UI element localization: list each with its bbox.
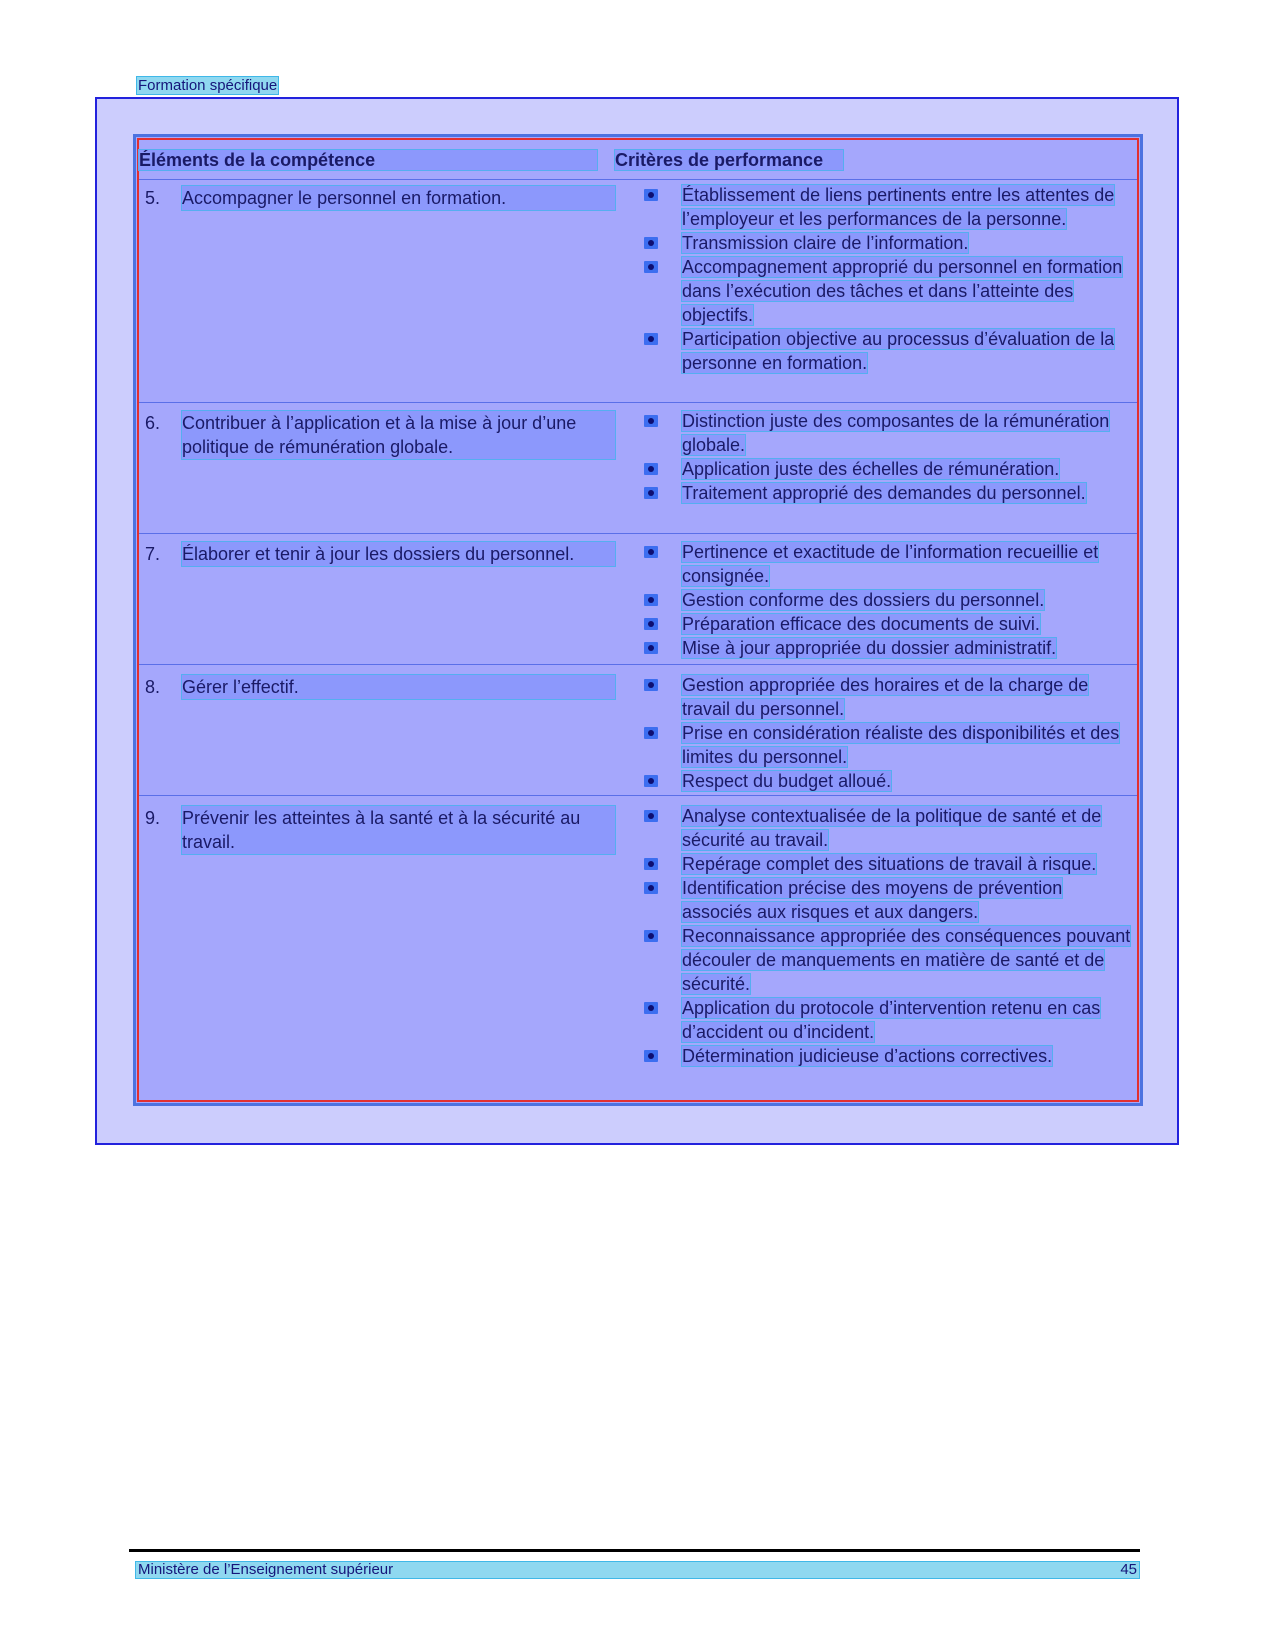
criteria-list — [644, 183, 1132, 375]
table-row — [139, 665, 1137, 796]
list-item — [644, 804, 1132, 852]
element-text: Contribuer à l’application et à la mise à jour d’une politique de rémunération globale. — [182, 411, 615, 459]
list-item — [644, 673, 1132, 721]
list-item — [644, 409, 1132, 457]
criterion-text: Traitement approprié des demandes du personnel. — [682, 483, 1086, 503]
criterion-text: Accompagnement approprié du personnel en formation dans l’exécution des tâches et dans l’atteinte des objectifs. — [682, 257, 1123, 325]
list-item — [644, 612, 1132, 636]
bullet-icon — [644, 487, 658, 499]
element-number: 9. — [145, 808, 161, 828]
criteria-list — [644, 673, 1132, 793]
criteria-list — [644, 540, 1132, 660]
criterion-text: Distinction juste des composantes de la rémunération globale. — [682, 411, 1110, 455]
table-header-row — [139, 140, 1137, 180]
bullet-icon — [644, 775, 658, 787]
footer-divider — [129, 1549, 1140, 1552]
bullet-icon — [644, 1050, 658, 1062]
bullet-icon — [644, 618, 658, 630]
element-number: 5. — [145, 188, 161, 208]
list-item — [644, 457, 1132, 481]
bullet-icon — [644, 858, 658, 870]
bullet-icon — [644, 546, 658, 558]
bullet-icon — [644, 642, 658, 654]
criterion-text: Pertinence et exactitude de l’information recueillie et consignée. — [682, 542, 1099, 586]
bullet-icon — [644, 189, 658, 201]
table-row — [139, 180, 1137, 403]
competence-element — [145, 186, 615, 210]
list-item — [644, 327, 1132, 375]
bullet-icon — [644, 463, 658, 475]
element-text: Gérer l’effectif. — [182, 675, 615, 699]
page-number: 45 — [1120, 1561, 1137, 1578]
list-item — [644, 1044, 1132, 1068]
list-item — [644, 876, 1132, 924]
footer-ministry: Ministère de l’Enseignement supérieur — [138, 1561, 394, 1578]
criterion-text: Préparation efficace des documents de suivi. — [682, 614, 1040, 634]
criterion-text: Mise à jour appropriée du dossier administratif. — [682, 638, 1057, 658]
list-item — [644, 996, 1132, 1044]
criteria-list — [644, 409, 1132, 505]
list-item — [644, 255, 1132, 327]
bullet-icon — [644, 679, 658, 691]
list-item — [644, 183, 1132, 231]
bullet-icon — [644, 333, 658, 345]
column-header-criteria: Critères de performance — [615, 150, 843, 170]
criterion-text: Application du protocole d’intervention retenu en cas d’accident ou d’incident. — [682, 998, 1101, 1042]
element-number: 6. — [145, 413, 161, 433]
list-item — [644, 231, 1132, 255]
list-item — [644, 636, 1132, 660]
criterion-text: Détermination judicieuse d’actions correctives. — [682, 1046, 1053, 1066]
criterion-text: Repérage complet des situations de travail à risque. — [682, 854, 1097, 874]
competence-element — [145, 675, 615, 699]
column-header-elements: Éléments de la compétence — [139, 150, 597, 170]
element-number: 7. — [145, 544, 161, 564]
criterion-text: Gestion conforme des dossiers du personnel. — [682, 590, 1045, 610]
criterion-text: Analyse contextualisée de la politique de santé et de sécurité au travail. — [682, 806, 1102, 850]
competence-element — [145, 806, 615, 854]
criterion-text: Identification précise des moyens de prévention associés aux risques et aux dangers. — [682, 878, 1063, 922]
bullet-icon — [644, 810, 658, 822]
competence-element — [145, 542, 615, 566]
table-row — [139, 403, 1137, 534]
bullet-icon — [644, 882, 658, 894]
element-text: Prévenir les atteintes à la santé et à la sécurité au travail. — [182, 806, 615, 854]
element-number: 8. — [145, 677, 161, 697]
element-text: Élaborer et tenir à jour les dossiers du personnel. — [182, 542, 615, 566]
bullet-icon — [644, 415, 658, 427]
bullet-icon — [644, 930, 658, 942]
bullet-icon — [644, 237, 658, 249]
list-item — [644, 769, 1132, 793]
criterion-text: Prise en considération réaliste des disponibilités et des limites du personnel. — [682, 723, 1120, 767]
list-item — [644, 721, 1132, 769]
competence-element — [145, 411, 615, 459]
criterion-text: Application juste des échelles de rémunération. — [682, 459, 1060, 479]
list-item — [644, 924, 1132, 996]
table-row — [139, 534, 1137, 665]
criterion-text: Reconnaissance appropriée des conséquences pouvant découler de manquements en matière de santé et de sécurité. — [682, 926, 1131, 994]
list-item — [644, 540, 1132, 588]
criterion-text: Gestion appropriée des horaires et de la charge de travail du personnel. — [682, 675, 1089, 719]
criterion-text: Respect du budget alloué. — [682, 771, 892, 791]
page-header-label: Formation spécifique — [138, 77, 278, 94]
table-row — [139, 796, 1137, 1102]
criterion-text: Participation objective au processus d’évaluation de la personne en formation. — [682, 329, 1115, 373]
bullet-icon — [644, 727, 658, 739]
page-footer — [135, 1561, 1140, 1579]
bullet-icon — [644, 594, 658, 606]
list-item — [644, 852, 1132, 876]
element-text: Accompagner le personnel en formation. — [182, 186, 615, 210]
bullet-icon — [644, 261, 658, 273]
list-item — [644, 481, 1132, 505]
criterion-text: Établissement de liens pertinents entre les attentes de l’employeur et les performances de la personne. — [682, 185, 1115, 229]
criterion-text: Transmission claire de l’information. — [682, 233, 969, 253]
bullet-icon — [644, 1002, 658, 1014]
list-item — [644, 588, 1132, 612]
criteria-list — [644, 804, 1132, 1068]
